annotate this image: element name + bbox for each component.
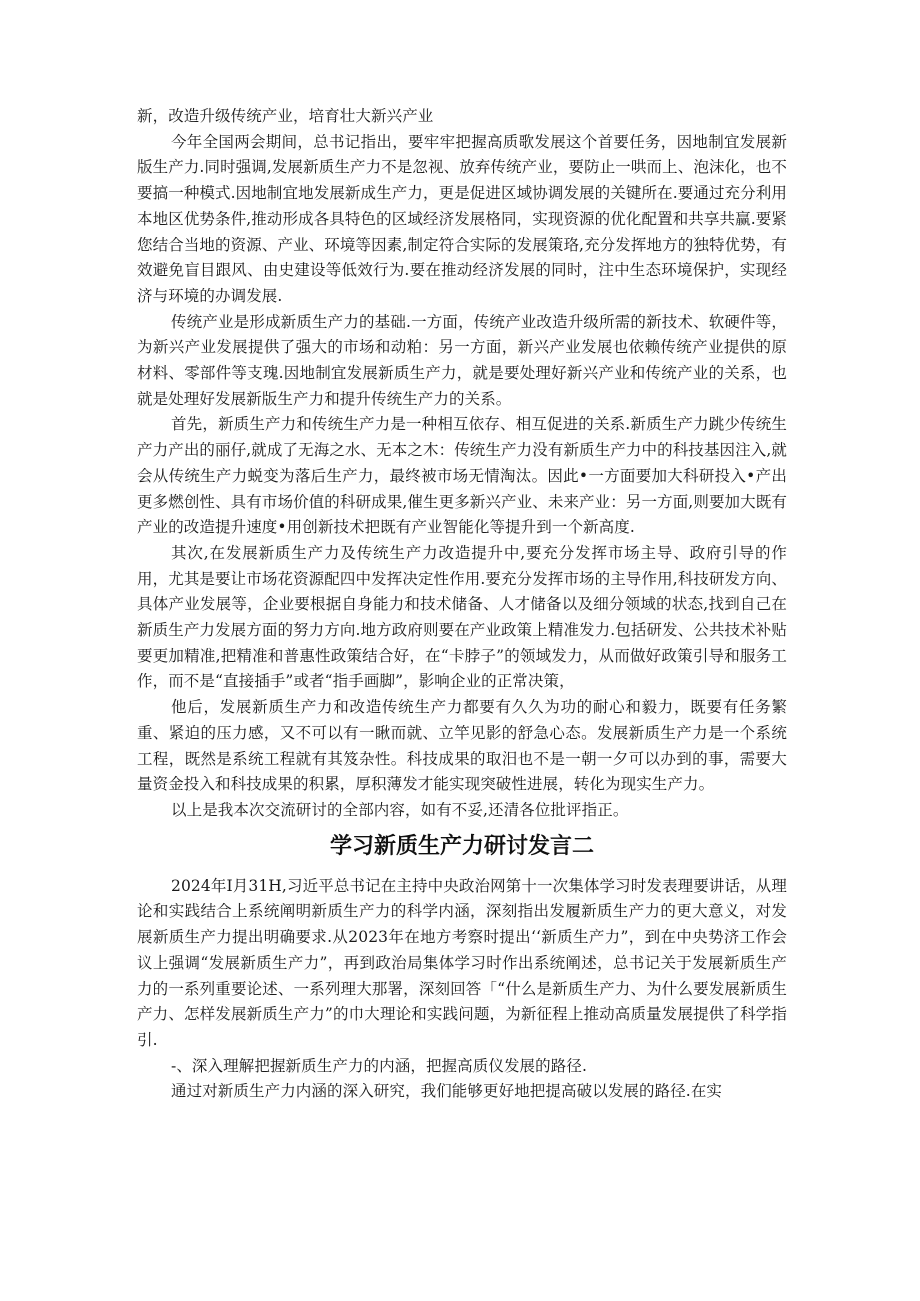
paragraph: 首先，新质生产力和传统生产力是一种相互依存、相互促进的关系.新质生产力跳少传统生产力产出的丽仔,就成了无海之水、无本之木：传统生产力没有新质生产力中的科技基因注入,就会从传统生产力蜕变为落后生产力，最终被市场无情淘汰。因此•一方面要加大科研投入•产出更多燃创性、具有市场价值的科研成果,催生更多新兴产业、未来产业：另一方面,则要加大既有产业的改造提升速度•用创新技术把既有产业智能化等提升到一个新高度.: [137, 415, 787, 537]
paragraph: 2024年I月31H,习近平总书记在主持中央政治网第十一次集体学习时发表理要讲话，从理论和实践结合上系统阐明新质生产力的科学内涵，深刻指出发履新质生产力的更大意义，对发展新质生产力提出明确要求.从2023年在地方考察时提出‘‘新质生产力”，到在中央势济工作会议上强调“发展新质生产力”，再到政治局集体学习时作出系统阐述，总书记关于发展新质生产力的一系列重要论述、一系列理大那署，深刻回答「“什么是新质生产力、为什么要发展新质生产力、怎样发展新质生产力”的巾大理论和实践问题，为新征程上推动高质量发展提供了科学指引.: [137, 876, 787, 1049]
subheading-paragraph: -、深入理解把握新质生产力的内涵，把握高质仪发展的路径.: [171, 1056, 587, 1075]
closing-paragraph: 以上是我本次交流研讨的全部内容，如有不妥,还清各位批评指正。: [171, 800, 629, 819]
opening-line: 新，改造升级传统产业，培育壮大新兴产业: [137, 107, 434, 125]
section-title: 学习新质生产力研讨发言二: [329, 833, 594, 859]
document-page: [137, 104, 787, 1105]
paragraph: 他后，发展新质生产力和改造传统生产力都要有久久为功的耐心和毅力，既要有任务繁重、紧迫的压力感，又不可以有一瞅而就、立竿见影的舒急心态。发展新质生产力是一个系统工程，既然是系统工程就有其笈杂性。科技成果的取汨也不是一朝一夕可以办到的事，需要大量资金投入和科技成果的积累，厚积薄发才能实现突破性进展，转化为现实生产力。: [137, 698, 787, 794]
paragraph: 传统产业是形成新质生产力的基础.一方面，传统产业改造升级所需的新技术、软硬件等，为新兴产业发展提供了强大的市场和动粕：另一方面，新兴产业发展也依赖传统产业提供的原材料、零部件等支瑰.因地制宜发展新质生产力，就是要处理好新兴产业和传统产业的关系，也就是处理好发展新版生产力和提升传统生产力的关系。: [137, 312, 787, 408]
paragraph: 今年全国两会期间，总书记指出，要牢牢把握高质歌发展这个首要任务，因地制宜发展新版生产力.同时强调,发展新质生产力不是忽视、放弃传统产业，要防止一哄而上、泡沫化，也不要搞一种模式.因地制宜地发展新成生产力，更是促进区域协调发展的关键所在.要通过充分利用本地区优势条件,推动形成各具特色的区域经济发展格同，实现资源的优化配置和共享共赢.要紧您结合当地的资源、产业、环境等因素,制定符合实际的发展策珞,充分发挥地方的独特优势，有效避免盲目跟风、由史建设等低效行为.要在推动经济发展的同时，注中生态环境保护，实现经济与环境的办调发展.: [137, 132, 787, 305]
paragraph: 其次,在发展新质生产力及传统生产力改造提升中,要充分发挥市场主导、政府引导的作用，尤其是要让市场花资源配四中发挥决定性作用.要充分发挥市场的主导作用,科技研发方向、具体产业发展等，企业要根据自身能力和技术储备、人才储备以及细分领域的状态,找到自己在新质生产力发展方面的努力方向.地方政府则要在产业政策上精准发力.包括研发、公共技术补贴要更加精准,把精准和普惠性政策结合好，在“卡脖子”的领域发力，从而做好政策引导和服务工作，而不是“直接插手”或者“指手画脚”，影响企业的正常决策，: [137, 543, 787, 691]
paragraph: 通过对新质生产力内涵的深入研究，我们能够更好地把提高破以发展的路径.在实: [171, 1082, 723, 1101]
